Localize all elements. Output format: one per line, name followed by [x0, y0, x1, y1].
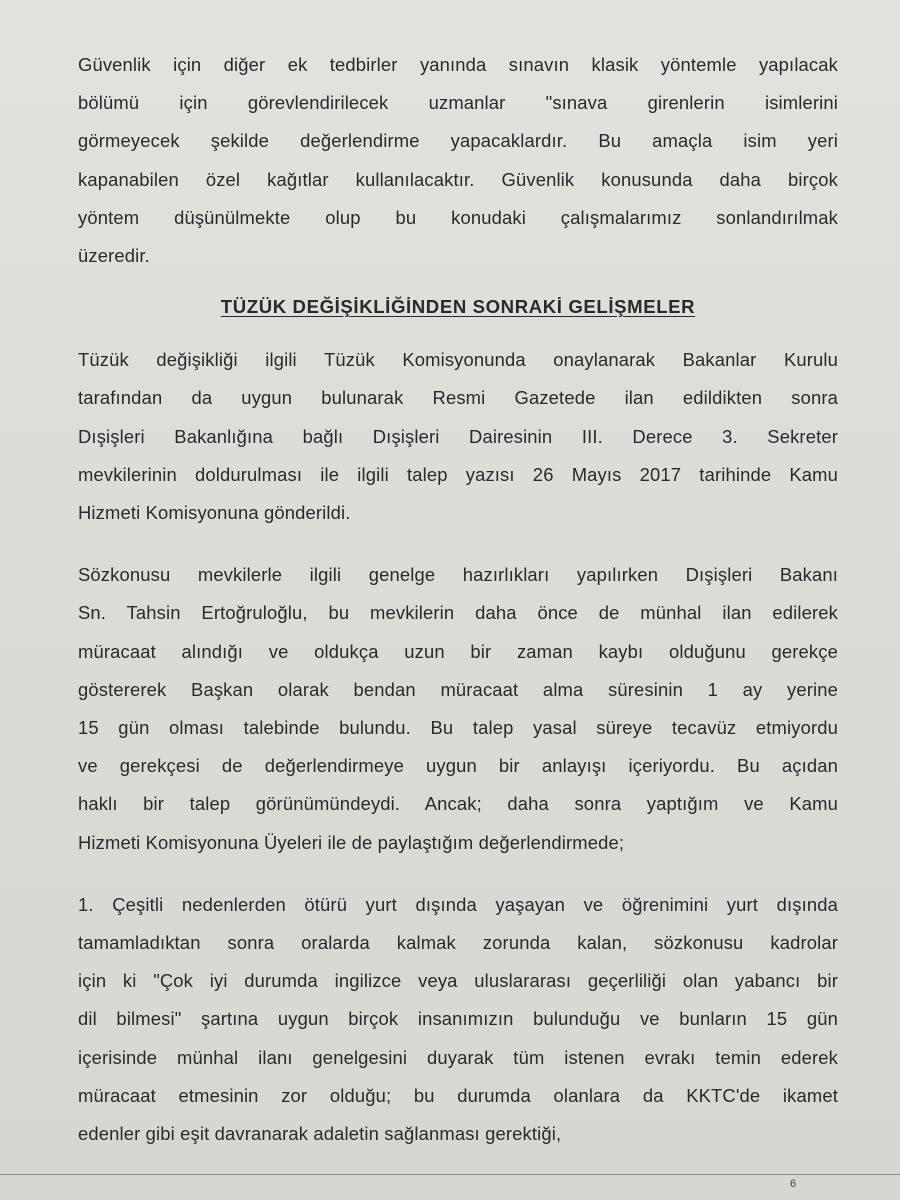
- text-line: bölümü için görevlendirilecek uzmanlar "sınava girenlerin isimlerini: [78, 92, 838, 114]
- text-line: Hizmeti Komisyonuna Üyeleri ile de paylaştığım değerlendirmede;: [78, 831, 625, 853]
- text-line: haklı bir talep görünümündeydi. Ancak; daha sonra yaptığım ve Kamu: [78, 793, 838, 815]
- text-line: üzeredir.: [78, 245, 150, 267]
- text-line: tamamladıktan sonra oralarda kalmak zorunda kalan, sözkonusu kadrolar: [78, 932, 838, 954]
- text-line: Güvenlik için diğer ek tedbirler yanında sınavın klasik yöntemle yapılacak: [78, 54, 838, 75]
- text-line: Tüzük değişikliği ilgili Tüzük Komisyonunda onaylanarak Bakanlar Kurulu: [78, 349, 838, 371]
- text-line: için ki "Çok iyi durumda ingilizce veya uluslararası geçerliliği olan yabancı bir: [78, 970, 838, 992]
- text-line: Sn. Tahsin Ertoğruloğlu, bu mevkilerin daha önce de münhal ilan edilerek: [78, 602, 838, 624]
- text-line: 15 gün olması talebinde bulundu. Bu talep yasal süreye tecavüz etmiyordu: [78, 717, 838, 739]
- document-body: [78, 46, 838, 1153]
- footer-divider: [0, 1174, 900, 1175]
- paragraph-tuzuk: [78, 341, 838, 532]
- page-number: 6: [790, 1178, 797, 1190]
- text-line: müracaat etmesinin zor olduğu; bu durumda olanlara da KKTC'de ikamet: [78, 1084, 838, 1106]
- text-line: tarafından da uygun bulunarak Resmi Gazetede ilan edildikten sonra: [78, 387, 838, 409]
- text-line: Sözkonusu mevkilerle ilgili genelge hazırlıkları yapılırken Dışişleri Bakanı: [78, 564, 838, 586]
- section-heading: TÜZÜK DEĞİŞİKLİĞİNDEN SONRAKİ GELİŞMELER: [220, 296, 696, 318]
- text-line: 1. Çeşitli nedenlerden ötürü yurt dışında yaşayan ve öğrenimini yurt dışında: [78, 893, 838, 915]
- text-line: edenler gibi eşit davranarak adaletin sağlanması gerektiği,: [78, 1123, 562, 1145]
- text-line: yöntem düşünülmekte olup bu konudaki çalışmalarımız sonlandırılmak: [78, 206, 838, 228]
- text-line: Hizmeti Komisyonuna gönderildi.: [78, 502, 351, 524]
- intro-paragraph: [78, 46, 838, 275]
- text-line: müracaat alındığı ve oldukça uzun bir zaman kaybı olduğunu gerekçe: [78, 640, 838, 662]
- text-line: görmeyecek şekilde değerlendirme yapacaklardır. Bu amaçla isim yeri: [78, 130, 838, 152]
- text-line: mevkilerinin doldurulması ile ilgili talep yazısı 26 Mayıs 2017 tarihinde Kamu: [78, 463, 838, 485]
- text-line: göstererek Başkan olarak bendan müracaat alma süresinin 1 ay yerine: [78, 678, 838, 700]
- paragraph-sozkonusu: [78, 556, 838, 862]
- text-line: ve gerekçesi de değerlendirmeye uygun bir anlayışı içeriyordu. Bu açıdan: [78, 755, 838, 777]
- text-line: dil bilmesi" şartına uygun birçok insanımızın bulunduğu ve bunların 15 gün: [78, 1008, 838, 1030]
- text-line: kapanabilen özel kağıtlar kullanılacaktır. Güvenlik konusunda daha birçok: [78, 168, 838, 190]
- text-line: içerisinde münhal ilanı genelgesini duyarak tüm istenen evrakı temin ederek: [78, 1046, 838, 1068]
- paragraph-item-1: [78, 886, 838, 1153]
- text-line: Dışişleri Bakanlığına bağlı Dışişleri Dairesinin III. Derece 3. Sekreter: [78, 425, 838, 447]
